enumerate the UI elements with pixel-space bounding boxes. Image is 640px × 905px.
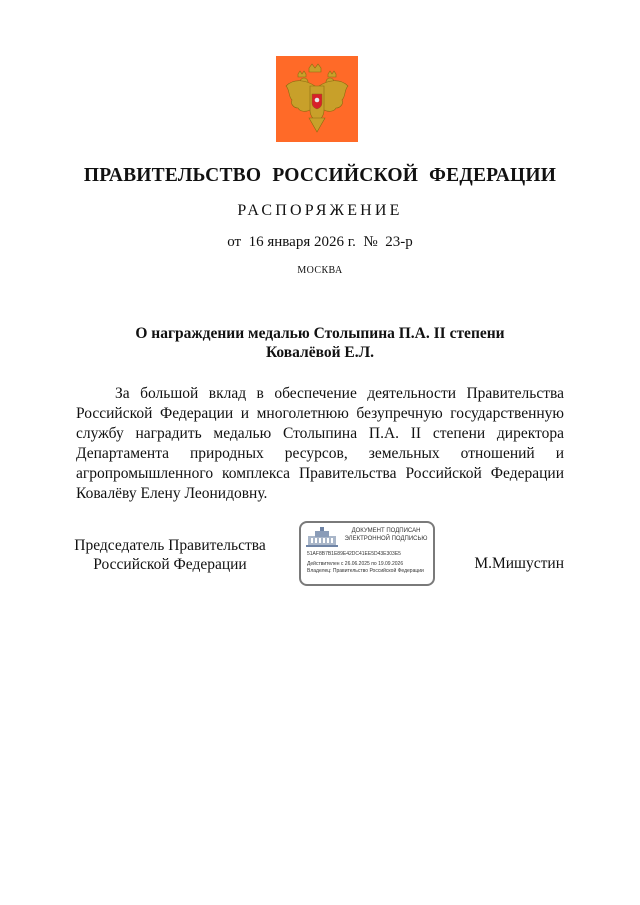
electronic-signature-stamp — [299, 521, 435, 586]
stamp-certificate: 51AF8B7B1E89E42DC41EE5D43E303E5 — [307, 551, 401, 557]
stamp-header — [339, 528, 433, 543]
title-word-2: РОССИЙСКОЙ — [272, 165, 419, 186]
signer-position-line-1: Председатель Правительства — [74, 537, 266, 554]
document-body: За большой вклад в обеспечение деятельности Правительства Российской Федерации и многолетнюю безупречную государственную службу наградить медалью Столыпина П.А. II степени директора Департамента природных ресурсов, земельных отношений и агропромышленного комплекса Правительства Российской Федерации Ковалёву Елену Леонидовну. — [76, 385, 564, 502]
document-type: РАСПОРЯЖЕНИЕ — [237, 202, 403, 219]
coat-of-arms-icon — [276, 56, 358, 142]
stamp-header-line-2: ЭЛЕКТРОННОЙ ПОДПИСЬЮ — [344, 535, 428, 542]
stamp-header-line-1: ДОКУМЕНТ ПОДПИСАН — [351, 528, 421, 534]
title-word-1: ПРАВИТЕЛЬСТВО — [83, 165, 262, 186]
government-title — [0, 165, 640, 187]
signer-position — [64, 536, 276, 574]
title-word-3: ФЕДЕРАЦИИ — [429, 165, 557, 186]
document-subject — [0, 324, 640, 362]
document-date-number: от 16 января 2026 г. № 23-р — [227, 234, 413, 250]
signer-position-line-2: Российской Федерации — [93, 556, 247, 573]
subject-line-1: О награждении медалью Столыпина П.А. II степени — [135, 325, 505, 342]
document-city: МОСКВА — [297, 265, 343, 276]
government-building-icon — [306, 527, 338, 547]
stamp-owner: Владелец: Правительство Российской Федерации — [307, 568, 424, 574]
signer-name: М.Мишустин — [474, 555, 564, 572]
stamp-validity: Действителен с 26.06.2025 по 19.09.2026 — [307, 561, 404, 567]
subject-line-2: Ковалёвой Е.Л. — [265, 344, 375, 361]
